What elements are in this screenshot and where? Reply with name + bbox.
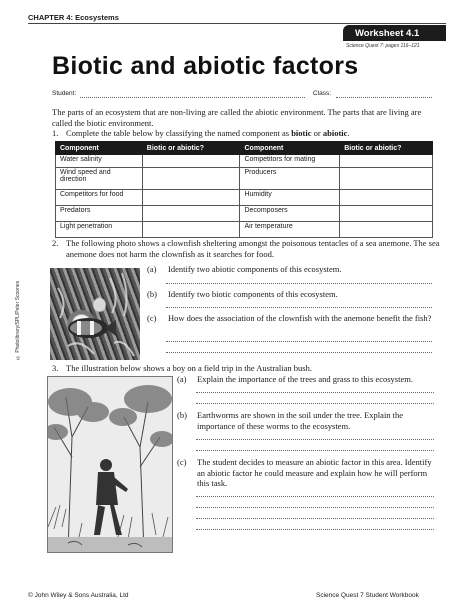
q3c-answer-line-3[interactable] xyxy=(196,518,434,519)
class-label: Class: xyxy=(313,90,332,97)
component-cell: Humidity xyxy=(240,190,340,206)
footer-workbook-title: Science Quest 7 Student Workbook xyxy=(316,592,419,599)
table-row xyxy=(56,168,433,190)
classification-table xyxy=(55,141,433,238)
footer-copyright: © John Wiley & Sons Australia, Ltd xyxy=(28,592,129,599)
column-header: Component xyxy=(56,142,143,155)
column-header: Biotic or abiotic? xyxy=(340,142,433,155)
clownfish-photo-art xyxy=(50,268,140,360)
bush-illustration-art xyxy=(48,377,172,552)
q3b-label: (b) xyxy=(177,410,187,420)
q3c-answer-line-1[interactable] xyxy=(196,496,434,497)
answer-cell[interactable] xyxy=(340,206,433,222)
q2c-answer-line-1[interactable] xyxy=(166,341,432,342)
q3b-answer-line-1[interactable] xyxy=(196,439,434,440)
q2a-text: Identify two abiotic components of this ecosystem. xyxy=(168,264,342,274)
q1-number: 1. xyxy=(52,128,59,138)
worksheet-badge: Worksheet 4.1 xyxy=(343,25,446,41)
textbook-reference: Science Quest 7: pages 116–121 xyxy=(346,43,420,49)
q3a-label: (a) xyxy=(177,374,187,384)
chapter-heading: CHAPTER 4: Ecosystems xyxy=(28,13,119,22)
q2c-answer-line-2[interactable] xyxy=(166,352,432,353)
component-cell: Water salinity xyxy=(56,155,143,168)
column-header: Component xyxy=(240,142,340,155)
component-cell: Predators xyxy=(56,206,143,222)
component-cell: Decomposers xyxy=(240,206,340,222)
class-field[interactable] xyxy=(336,97,432,98)
table-row xyxy=(56,155,433,168)
table-row xyxy=(56,190,433,206)
q2b-text: Identify two biotic components of this ecosystem. xyxy=(168,289,338,299)
q1-text: Complete the table below by classifying the named component as biotic or abiotic. xyxy=(66,128,350,138)
q2c-label: (c) xyxy=(147,313,157,323)
component-cell: Producers xyxy=(240,168,340,190)
q3b-text: Earthworms are shown in the soil under the tree. Explain the importance of these worms to the ecosystem. xyxy=(197,410,404,431)
header-rule xyxy=(28,23,446,24)
table-row xyxy=(56,206,433,222)
q3a-answer-line-1[interactable] xyxy=(196,392,434,393)
q3c-label: (c) xyxy=(177,457,187,467)
table-row xyxy=(56,222,433,238)
component-cell: Competitors for mating xyxy=(240,155,340,168)
component-cell: Air temperature xyxy=(240,222,340,238)
q2-number: 2. xyxy=(52,238,59,248)
q3-text: The illustration below shows a boy on a field trip in the Australian bush. xyxy=(66,363,312,373)
q2a-answer-line[interactable] xyxy=(166,283,432,284)
q3a-text: Explain the importance of the trees and grass to this ecosystem. xyxy=(197,374,413,384)
answer-cell[interactable] xyxy=(142,168,240,190)
answer-cell[interactable] xyxy=(142,206,240,222)
component-cell: Light penetration xyxy=(56,222,143,238)
q3a-answer-line-2[interactable] xyxy=(196,403,434,404)
student-name-field[interactable] xyxy=(80,97,305,98)
page-title: Biotic and abiotic factors xyxy=(52,52,359,80)
photo-credit: © Photolibrary/SPL/Peter Scoones xyxy=(15,280,21,360)
q3c-answer-line-2[interactable] xyxy=(196,507,434,508)
q3c-text: The student decides to measure an abiotic factor in this area. Identify an abiotic factor he could measure and explain how he will perform this task. xyxy=(197,457,432,488)
classification-table-wrap xyxy=(55,141,433,238)
clownfish-photo xyxy=(50,268,140,360)
answer-cell[interactable] xyxy=(142,222,240,238)
q3c-answer-line-4[interactable] xyxy=(196,529,434,530)
answer-cell[interactable] xyxy=(340,190,433,206)
answer-cell[interactable] xyxy=(142,190,240,206)
q3b-answer-line-2[interactable] xyxy=(196,450,434,451)
q2c-text: How does the association of the clownfish with the anemone benefit the fish? xyxy=(168,313,432,323)
q2b-label: (b) xyxy=(147,289,157,299)
q2a-label: (a) xyxy=(147,264,157,274)
column-header: Biotic or abiotic? xyxy=(142,142,240,155)
answer-cell[interactable] xyxy=(340,222,433,238)
answer-cell[interactable] xyxy=(142,155,240,168)
answer-cell[interactable] xyxy=(340,155,433,168)
intro-paragraph: The parts of an ecosystem that are non-living are called the abiotic environment. The parts that are living are called the biotic environment. xyxy=(52,107,422,128)
component-cell: Competitors for food xyxy=(56,190,143,206)
table-header-row xyxy=(56,142,433,155)
q3-number: 3. xyxy=(52,363,59,373)
student-label: Student: xyxy=(52,90,77,97)
component-cell: Wind speed and direction xyxy=(56,168,143,190)
bush-illustration xyxy=(47,376,173,553)
q2-text: The following photo shows a clownfish sheltering amongst the poisonous tentacles of a sea anemone. The sea anemone does not harm the clownfish as it searches for food. xyxy=(66,238,440,259)
q2b-answer-line[interactable] xyxy=(166,307,432,308)
answer-cell[interactable] xyxy=(340,168,433,190)
